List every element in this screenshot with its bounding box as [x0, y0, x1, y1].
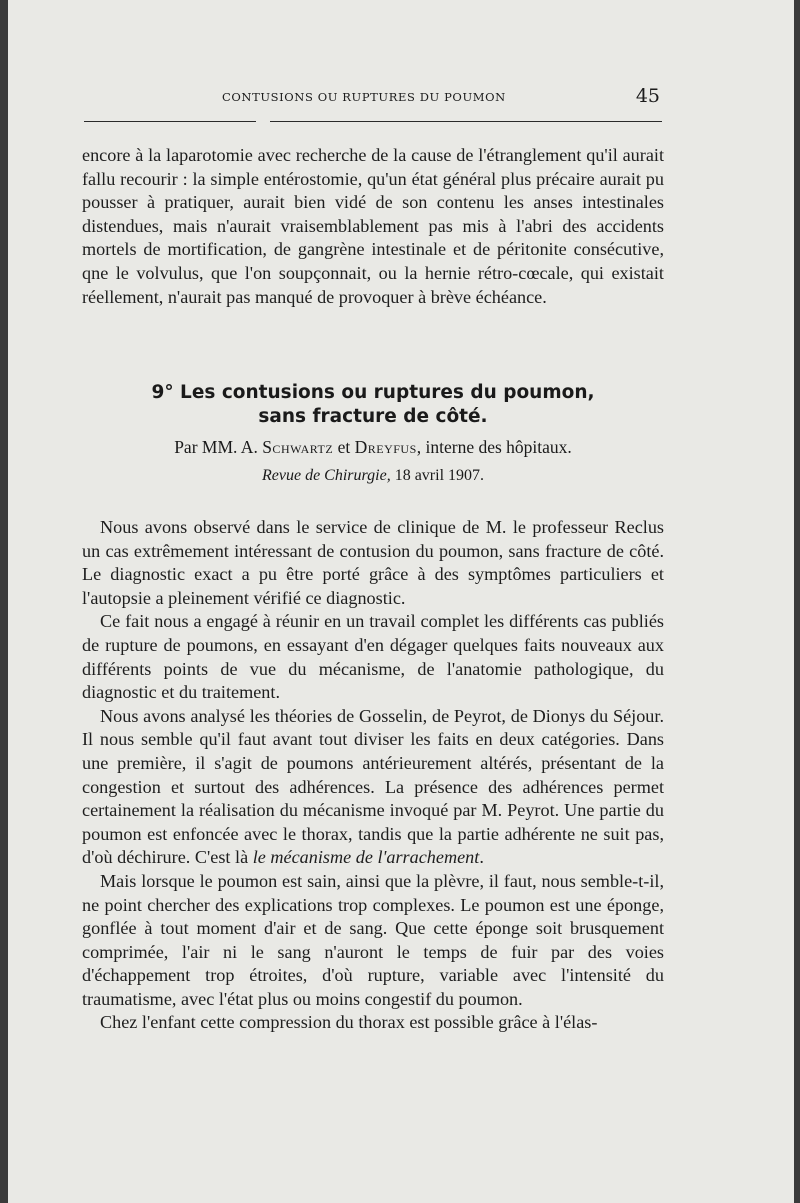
header-rule-right — [270, 121, 662, 122]
page-number: 45 — [635, 85, 660, 107]
authors-prefix: Par MM. A. — [174, 437, 263, 457]
continuation-paragraph: encore à la laparotomie avec recherche de la cause de l'étranglement qu'il aurait fallu recourir : la simple entérostomie, qu'un état général plus précaire aurait pu pousser à pratiquer, aurait bien vidé de son contenu les anses intestinales distendues, mais n'aurait vraisemblablement pas mis à l'abri des accidents mortels de mortification, de gangrène intestinale et de péritonite consécutive, qne le volvulus, que l'on soupçonnait, ou la hernie rétro-cœcale, qui existait réellement, n'aurait pas manqué de provoquer à brève échéance. — [82, 145, 664, 307]
paragraph-3 — [82, 705, 664, 870]
journal-title: Revue de Chirurgie, — [261, 467, 391, 484]
continuation-text — [82, 144, 664, 309]
authors-line — [82, 435, 664, 459]
section-title-line-1: 9° Les contusions ou ruptures du poumon, — [151, 382, 595, 403]
paragraph-5: Chez l'enfant cette compression du thorax est possible grâce à l'élas- — [100, 1012, 598, 1033]
book-page — [8, 0, 794, 1203]
article-body — [82, 516, 664, 1035]
authors-mid: et — [333, 437, 355, 457]
author-dreyfus: Dreyfus — [354, 437, 417, 457]
authors-suffix: , interne des hôpitaux. — [416, 437, 572, 457]
section-heading-block — [82, 381, 664, 487]
page-header — [80, 85, 660, 108]
paragraph-3-text: Nous avons analysé les théories de Gosselin, de Peyrot, de Dionys du Séjour. Il nous semble qu'il faut avant tout diviser les faits en deux catégories. Dans une première, il s'agit de poumons antérieurement altérés, présentant de la congestion et surtout des adhérences. La présence des adhérences permet certainement la réalisation du mécanisme invoqué par M. Peyrot. Une partie du poumon est enfoncée avec le thorax, tandis que la partie adhérente ne suit pas, d'où déchirure. C'est là — [82, 705, 664, 868]
running-title: CONTUSIONS OU RUPTURES DU POUMON — [222, 90, 506, 104]
citation-line — [82, 465, 664, 487]
paragraph-3-end: . — [479, 847, 484, 868]
citation-date: 18 avril 1907. — [390, 467, 485, 484]
paragraph-2: Ce fait nous a engagé à réunir en un travail complet les différents cas publiés de rupture de poumons, en essayant d'en dégager quelques faits nouveaux aux différents points de vue du mécanisme, de l'anatomie pathologique, du diagnostic et du traitement. — [82, 611, 664, 703]
paragraph-1: Nous avons observé dans le service de clinique de M. le professeur Reclus un cas extrêmement intéressant de contusion du poumon, sans fracture de côté. Le diagnostic exact a pu être porté grâce à des symptômes particuliers et l'autopsie a pleinement vérifié ce diagnostic. — [82, 517, 664, 608]
paragraph-3-term: le mécanisme de l'arrachement — [252, 847, 480, 868]
header-rule-left — [84, 121, 256, 122]
paragraph-4: Mais lorsque le poumon est sain, ainsi que la plèvre, il faut, nous semble-t-il, ne point chercher des explications trop complexes. Le poumon est une éponge, gonflée à tout moment d'air et de sang. Que cette éponge soit brusquement comprimée, l'air ni le sang n'auront le temps de fuir par des voies d'échappement trop étroites, d'où rupture, variable avec l'intensité du traumatisme, avec l'état plus ou moins congestif du poumon. — [82, 870, 664, 1009]
author-schwartz: Schwartz — [262, 437, 334, 457]
section-title-line-2: sans fracture de côté. — [258, 406, 488, 427]
